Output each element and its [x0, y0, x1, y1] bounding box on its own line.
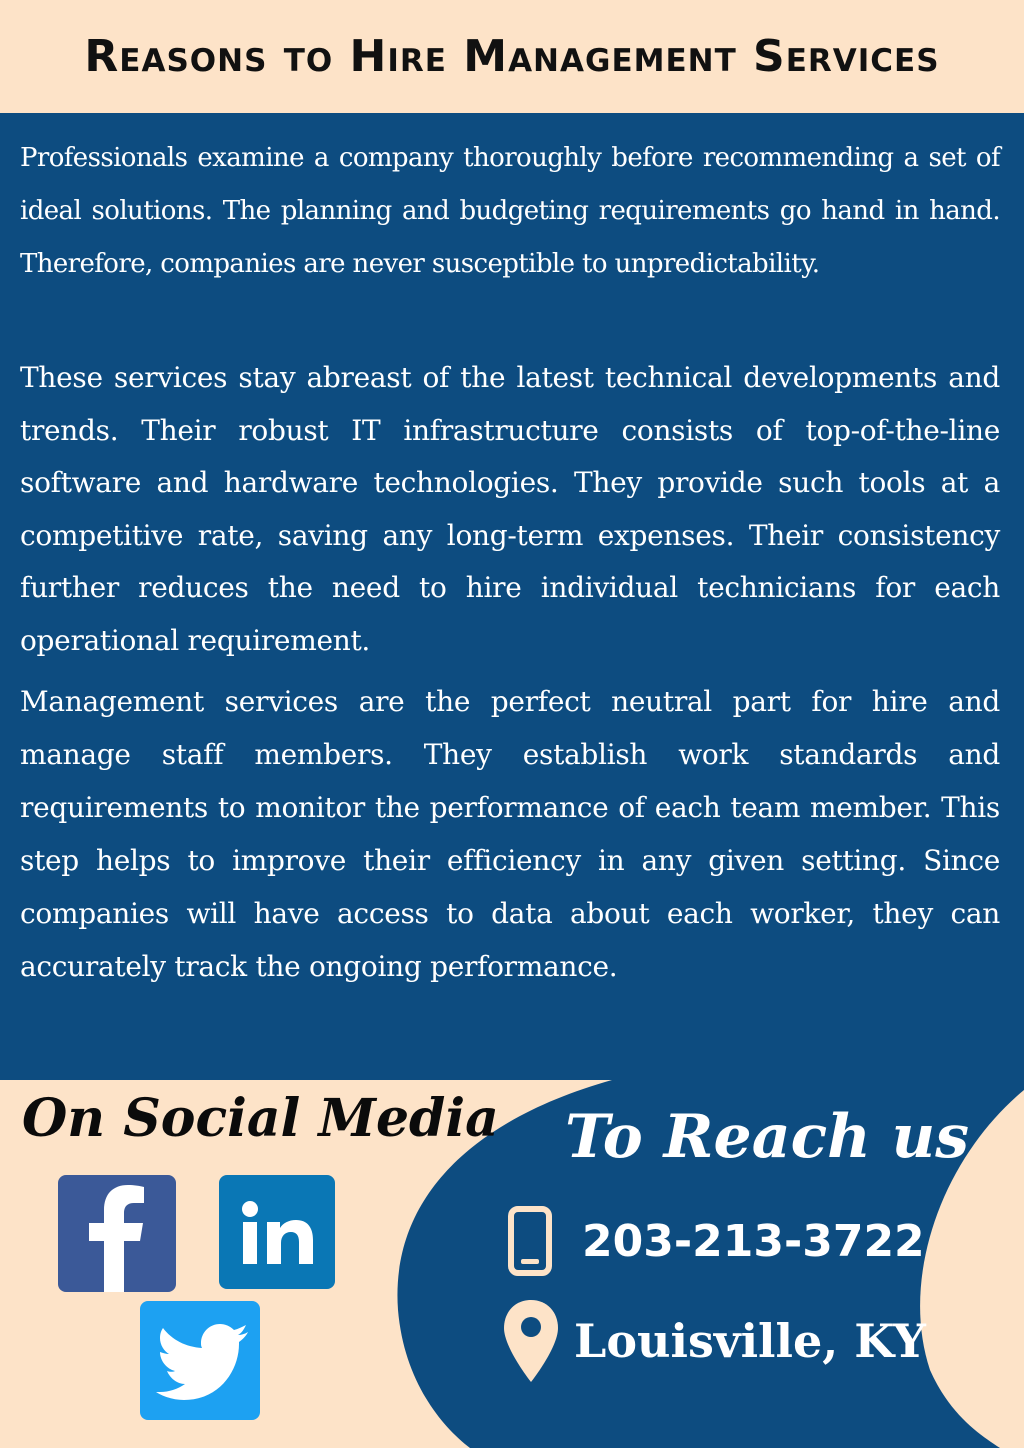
- phone-number: 203-213-3722: [582, 1215, 925, 1267]
- header: [0, 0, 1024, 113]
- linkedin-button[interactable]: [219, 1175, 335, 1289]
- phone-contact[interactable]: [508, 1205, 925, 1277]
- paragraph-2: These services stay abreast of the latest technical developments and trends. Their robust IT infrastructure consists of top-of-the-line software and hardware technologies. They provide such tools at a competitive rate, saving any long-term expenses. Their consistency further reduces the need to hire individual technicians for each operational requirement.: [20, 361, 1000, 657]
- paragraph-3: Management services are the perfect neutral part for hire and manage staff members. They establish work standards and requirements to monitor the performance of each team member. This step helps to improve their efficiency in any given setting. Since companies will have access to data about each worker, they can accurately track the ongoing performance.: [20, 685, 1000, 983]
- twitter-icon: [140, 1301, 260, 1420]
- location-text: Louisville, KY: [574, 1314, 926, 1368]
- facebook-button[interactable]: [58, 1175, 176, 1292]
- social-media-heading: On Social Media: [22, 1088, 499, 1149]
- page-title: Reasons to Hire Management Services: [84, 31, 940, 82]
- twitter-button[interactable]: [140, 1301, 260, 1420]
- paragraph-1: Professionals examine a company thoroughly before recommending a set of ideal solutions. The planning and budgeting requirements go hand in hand. Therefore, companies are never susceptible to unpredictability.: [20, 143, 1000, 279]
- location-pin-icon: [502, 1298, 560, 1384]
- linkedin-icon: [219, 1175, 335, 1289]
- location-contact[interactable]: [502, 1298, 926, 1384]
- facebook-icon: [58, 1175, 176, 1292]
- reach-us-heading: To Reach us: [565, 1102, 970, 1172]
- phone-icon: [508, 1206, 552, 1276]
